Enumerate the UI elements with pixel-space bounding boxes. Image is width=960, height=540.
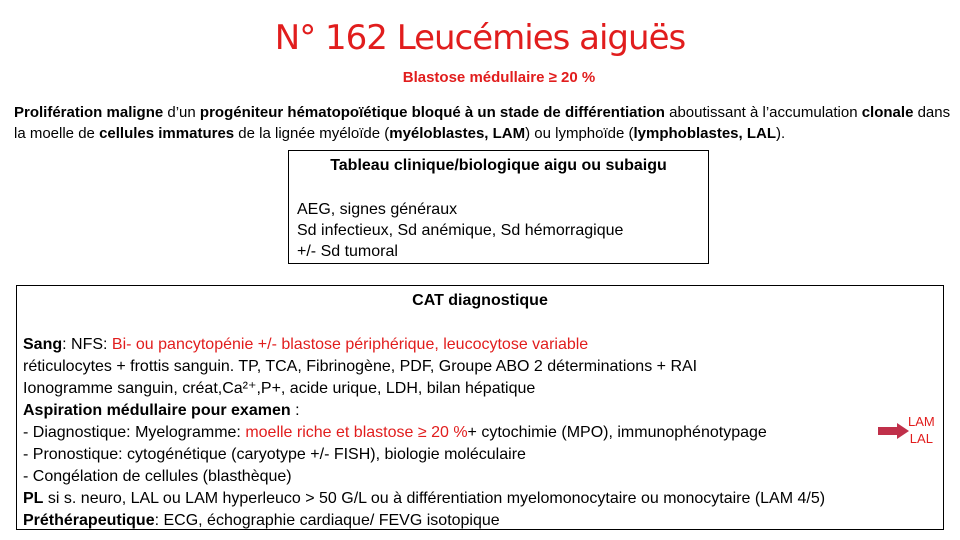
intro-text: Prolifération maligne	[14, 104, 164, 121]
cat-line-pl	[23, 488, 939, 510]
intro-text: cellules immatures	[99, 125, 235, 142]
intro-text: ) ou lymphoïde (	[525, 125, 634, 142]
diag-text: + cytochimie (MPO), immunophénotypage	[467, 424, 767, 441]
cat-box	[16, 285, 944, 530]
page-subtitle: Blastose médullaire ≥ 20 %	[402, 69, 596, 86]
intro-text: de la lignée myéloïde (	[234, 125, 390, 142]
clinical-box-list	[297, 199, 623, 262]
cat-line-aspiration	[23, 400, 939, 422]
cat-line: - Pronostique: cytogénétique (caryotype +/- FISH), biologie moléculaire	[23, 446, 526, 463]
pretherapeutique-label: Préthérapeutique	[23, 512, 155, 529]
cat-line: Ionogramme sanguin, créat,Ca²⁺,P+, acide urique, LDH, bilan hépatique	[23, 380, 536, 397]
pretherapeutique-text: : ECG, échographie cardiaque/ FEVG isotopique	[154, 512, 500, 529]
cat-box-title: CAT diagnostique	[412, 292, 548, 309]
cat-line-pretherapeutique	[23, 510, 939, 532]
intro-text: ).	[776, 125, 786, 142]
cat-box-body	[23, 334, 939, 532]
cat-line: réticulocytes + frottis sanguin. TP, TCA, Fibrinogène, PDF, Groupe ABO 2 déterminations + RAI	[23, 358, 698, 375]
sang-text: : NFS:	[62, 336, 112, 353]
pl-label: PL	[23, 490, 44, 507]
cat-line-diagnostique	[23, 422, 939, 444]
sang-red-text: Bi- ou pancytopénie +/- blastose périphérique, leucocytose variable	[111, 336, 589, 353]
aspiration-text: :	[290, 402, 300, 419]
intro-text: dans la moelle de	[14, 104, 951, 142]
clinical-box	[288, 150, 709, 264]
arrow-right-icon	[878, 423, 910, 439]
clinical-line: +/- Sd tumoral	[297, 243, 398, 260]
cat-line-sang	[23, 334, 939, 356]
diag-red-text: moelle riche et blastose ≥ 20 %	[245, 424, 468, 441]
clinical-box-title: Tableau clinique/biologique aigu ou subaigu	[330, 157, 667, 174]
lam-label: LAM	[908, 414, 935, 429]
page-title: N° 162 Leucémies aiguës	[274, 18, 686, 58]
intro-text: d’un	[163, 104, 200, 121]
intro-paragraph	[14, 102, 954, 144]
diag-text: - Diagnostique: Myelogramme:	[23, 424, 246, 441]
aspiration-label: Aspiration médullaire pour examen	[23, 402, 291, 419]
intro-text: progéniteur hématopoïétique bloqué à un stade de différentiation	[199, 104, 665, 121]
lam-lal-label	[908, 413, 935, 447]
sang-label: Sang	[23, 336, 63, 353]
intro-text: lymphoblastes, LAL	[633, 125, 777, 142]
intro-text: aboutissant à l’accumulation	[664, 104, 862, 121]
cat-line: - Congélation de cellules (blasthèque)	[23, 468, 292, 485]
lal-label: LAL	[909, 431, 933, 446]
clinical-line: AEG, signes généraux	[297, 201, 458, 218]
intro-text: clonale	[861, 104, 914, 121]
clinical-line: Sd infectieux, Sd anémique, Sd hémorragique	[297, 222, 624, 239]
intro-text: myéloblastes, LAM	[389, 125, 526, 142]
pl-text: si s. neuro, LAL ou LAM hyperleuco > 50 G/L ou à différentiation myelomonocytaire ou monocytaire (LAM 4/5)	[43, 490, 826, 507]
